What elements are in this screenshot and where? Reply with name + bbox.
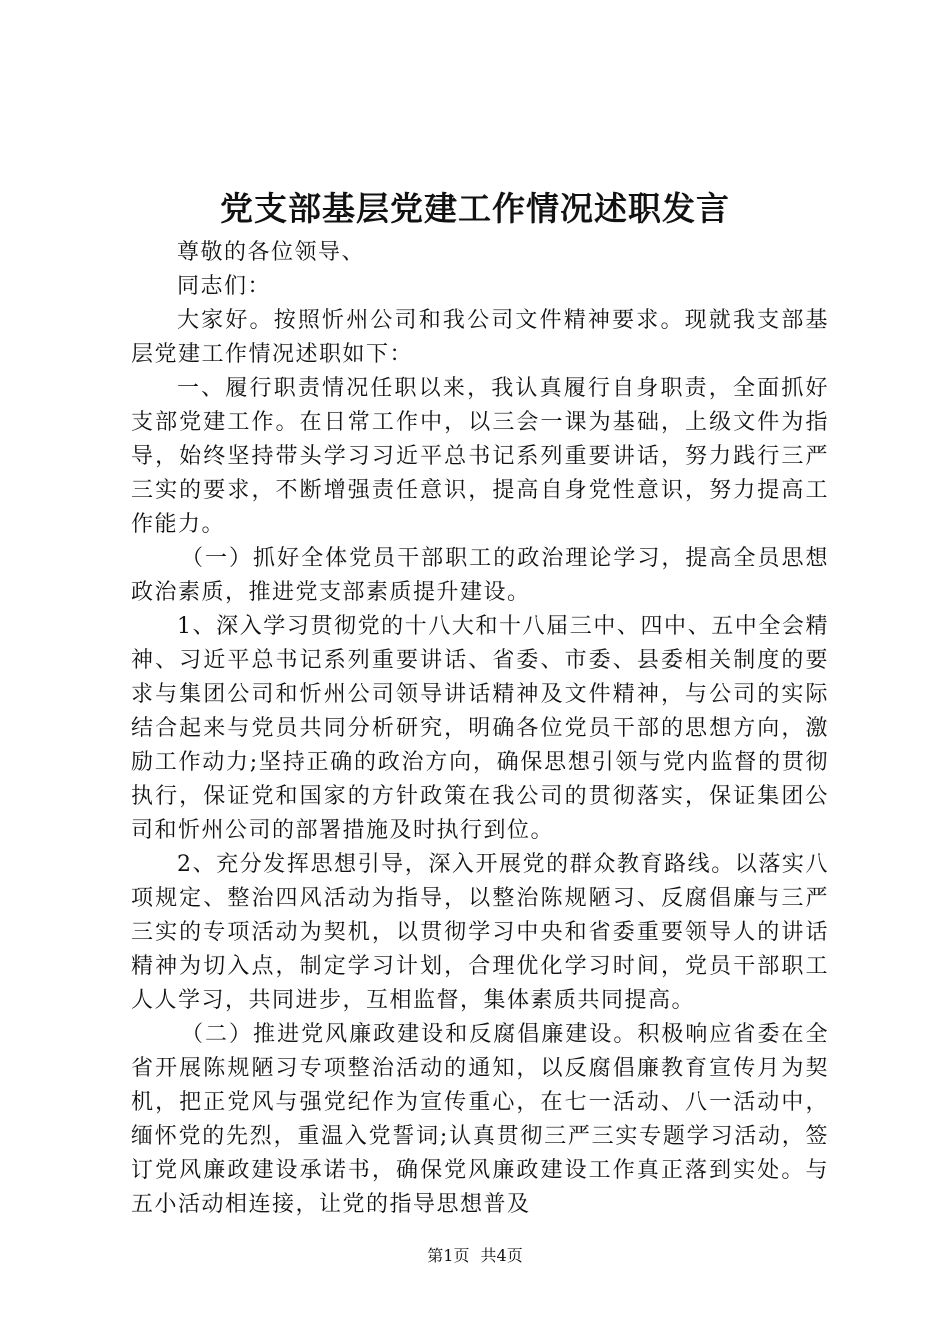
page-number: 第1页 — [427, 1246, 470, 1265]
document-title: 党支部基层党建工作情况述职发言 — [220, 189, 730, 228]
body-paragraph-item-1: 1、深入学习贯彻党的十八大和十八届三中、四中、五中全会精神、习近平总书记系列重要讲话、省委、市委、县委相关制度的要求与集团公司和忻州公司领导讲话精神及文件精神，与公司的实际结合起来与党员共同分析研究，明确各位党员干部的思想方向，激励工作动力;坚持正确的政治方向，确保思想引领与党内监督的贯彻执行，保证党和国家的方针政策在我公司的贯彻落实，保证集团公司和忻州公司的部署措施及时执行到位。 — [131, 614, 829, 843]
page-footer — [0, 1244, 950, 1268]
salutation-line-2: 同志们： — [177, 274, 272, 299]
page-total: 共4页 — [480, 1246, 523, 1265]
document-body — [131, 236, 829, 1222]
body-paragraph-item-2: 2、充分发挥思想引导，深入开展党的群众教育路线。以落实八项规定、整治四风活动为指导，以整治陈规陋习、反腐倡廉与三严三实的专项活动为契机，以贯彻学习中央和省委重要领导人的讲话精神为切入点，制定学习计划，合理优化学习时间，党员干部职工人人学习，共同进步，互相监督，集体素质共同提高。 — [131, 852, 829, 1013]
body-paragraph-subsection-2: （二）推进党风廉政建设和反腐倡廉建设。积极响应省委在全省开展陈规陋习专项整治活动的通知，以反腐倡廉教育宣传月为契机，把正党风与强党纪作为宣传重心，在七一活动、八一活动中，缅怀党的先烈，重温入党誓词;认真贯彻三严三实专题学习活动，签订党风廉政建设承诺书，确保党风廉政建设工作真正落到实处。与五小活动相连接，让党的指导思想普及 — [131, 1022, 829, 1217]
body-paragraph-subsection-1: （一）抓好全体党员干部职工的政治理论学习，提高全员思想政治素质，推进党支部素质提升建设。 — [131, 546, 829, 605]
salutation-line-1: 尊敬的各位领导、 — [177, 240, 366, 265]
body-paragraph-intro: 大家好。按照忻州公司和我公司文件精神要求。现就我支部基层党建工作情况述职如下： — [131, 308, 829, 367]
body-paragraph-section-1: 一、履行职责情况任职以来，我认真履行自身职责，全面抓好支部党建工作。在日常工作中，以三会一课为基础，上级文件为指导，始终坚持带头学习习近平总书记系列重要讲话，努力践行三严三实的要求，不断增强责任意识，提高自身党性意识，努力提高工作能力。 — [131, 376, 829, 537]
